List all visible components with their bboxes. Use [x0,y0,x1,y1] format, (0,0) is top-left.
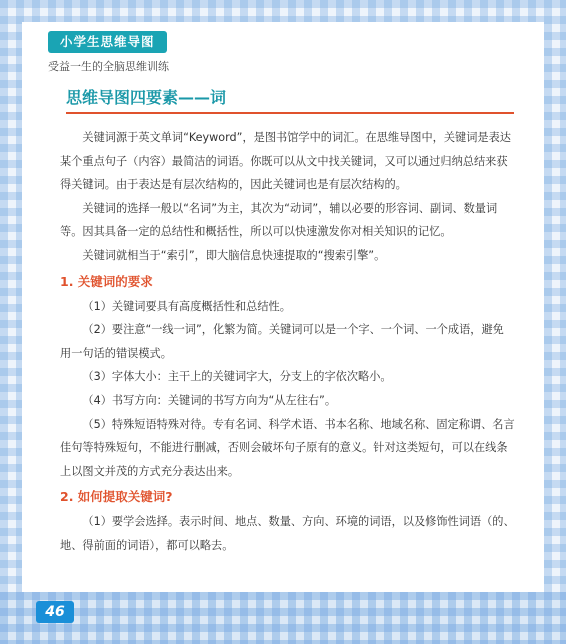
section-title: 思维导图四要素——词 [66,86,514,114]
list-item: （1）要学会选择。表示时间、地点、数量、方向、环境的词语，以及修饰性词语（的、地、得前面的词语），都可以略去。 [60,515,515,552]
content-body [60,126,515,558]
paragraph: 关键词源于英文单词“Keyword”，是图书馆学中的词汇。在思维导图中，关键词是表达某个重点句子（内容）最简洁的词语。你既可以从文中找关键词，又可以通过归纳总结来获得关键词。由于表达是有层次结构的，因此关键词也是有层次结构的。 [60,131,511,192]
subsection-title: 1. 关键词的要求 [60,273,153,289]
subsection-title: 2. 如何提取关键词? [60,489,173,505]
paragraph: 关键词的选择一般以“名词”为主，其次为“动词”，辅以必要的形容词、副词、数量词等。因其具备一定的总结性和概括性，所以可以快速激发你对相关知识的记忆。 [60,201,498,239]
list-item: （2）要注意“一线一词”，化繁为简。关键词可以是一个字、一个词、一个成语，避免用一句话的错误模式。 [60,323,504,360]
paragraph: 关键词就相当于“索引”，即大脑信息快速提取的“搜索引擎”。 [82,248,386,262]
footer-band [0,592,566,644]
list-item: （5）特殊短语特殊对待。专有名词、科学术语、书本名称、地域名称、固定称谓、名言佳句等特殊短句，不能进行删减，否则会破坏句子原有的意义。针对这类短句，可以在线条上以图文并茂的方式充分表达出来。 [60,417,515,478]
list-item: （1）关键词要具有高度概括性和总结性。 [82,299,291,313]
series-subtitle: 受益一生的全脑思维训练 [48,60,169,73]
series-title-tab: 小学生思维导图 [48,31,167,53]
list-item: （4）书写方向：关键词的书写方向为“从左往右”。 [82,393,337,407]
list-item: （3）字体大小：主干上的关键词字大，分支上的字依次略小。 [82,370,392,384]
page-number: 46 [36,601,74,623]
